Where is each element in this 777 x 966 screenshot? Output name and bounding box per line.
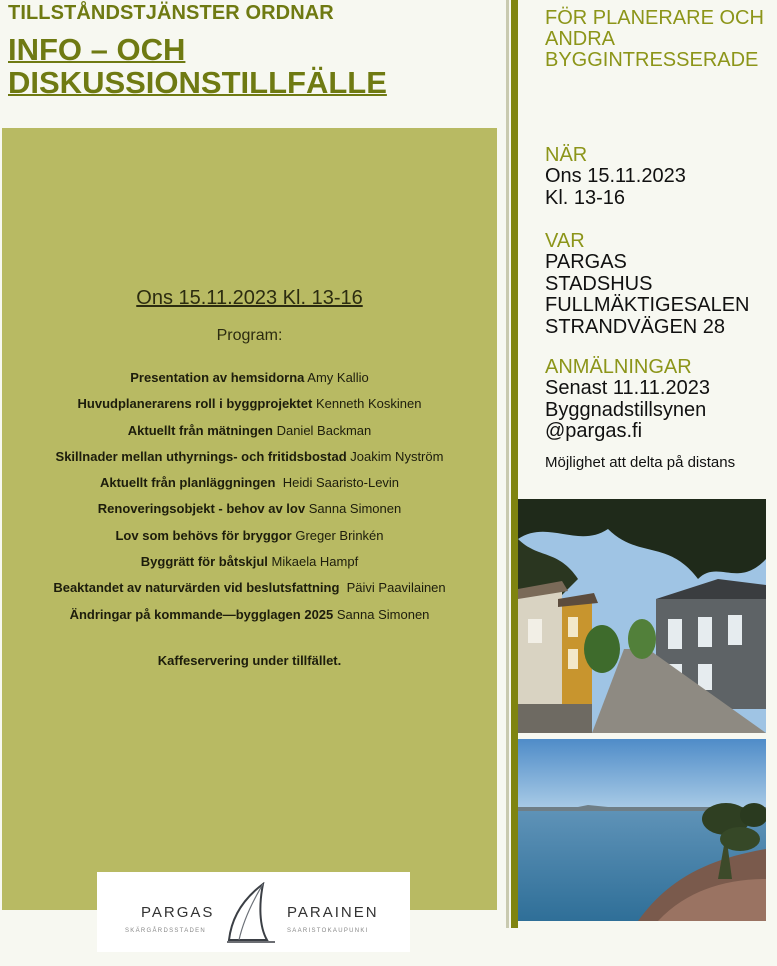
where-line-4: STRANDVÄGEN 28 [545, 315, 726, 338]
divider-light [506, 0, 509, 928]
signup-details [545, 378, 770, 443]
program-topic: Aktuellt från planläggningen [99, 475, 276, 491]
logo-sub-swedish: SKÄRGÅRDSSTADEN [125, 928, 207, 934]
when-details [545, 166, 770, 209]
program-item [2, 501, 497, 527]
event-date-time: Ons 15.11.2023 Kl. 13-16 [136, 287, 363, 309]
eyebrow-heading: TILLSTÅNDSTJÄNSTER ORDNAR [8, 2, 334, 24]
program-speaker: Päivi Paavilainen [346, 580, 446, 596]
program-item [2, 607, 497, 633]
page-title [8, 33, 387, 99]
program-topic: Renoveringsobjekt - behov av lov [97, 501, 306, 517]
program-label: Program: [216, 327, 283, 344]
photo-archipelago [518, 739, 766, 921]
audience-line-1: FÖR PLANERARE OCH [545, 7, 764, 29]
logo-name-swedish: PARGAS [141, 904, 215, 921]
program-item [2, 396, 497, 422]
when-section [545, 144, 770, 209]
signup-deadline: Senast 11.11.2023 [545, 377, 710, 399]
signup-section [545, 356, 770, 443]
where-line-2: STADSHUS [545, 272, 653, 295]
program-speaker: Kenneth Koskinen [315, 396, 422, 412]
program-speaker: Heidi Saaristo-Levin [282, 475, 400, 491]
program-speaker: Sanna Simonen [308, 501, 402, 517]
sail-logo-icon [225, 882, 281, 944]
program-topic: Presentation av hemsidorna [130, 370, 305, 385]
program-topic: Aktuellt från mätningen [127, 422, 273, 438]
where-line-1: PARGAS [545, 251, 627, 273]
divider-olive [511, 0, 518, 928]
program-item [2, 449, 497, 475]
audience-heading [545, 8, 770, 71]
program-topic: Beaktandet av naturvärden vid beslutsfattning [53, 580, 340, 596]
where-section [545, 230, 770, 338]
program-speaker: Joakim Nyström [350, 448, 444, 464]
where-details [545, 252, 770, 338]
pargas-logo [97, 872, 410, 952]
program-speaker: Mikaela Hampf [271, 554, 359, 570]
logo-sub-finnish: SAARISTOKAUPUNKI [287, 928, 369, 934]
signup-label: ANMÄLNINGAR [545, 356, 692, 378]
title-line-2: DISKUSSIONSTILLFÄLLE [8, 65, 387, 100]
program-topic: Lov som behövs för bryggor [115, 527, 292, 543]
when-time: Kl. 13-16 [545, 186, 626, 209]
program-item [2, 370, 497, 396]
coffee-note: Kaffeservering under tillfället. [157, 653, 342, 668]
program-item [2, 423, 497, 449]
signup-email-domain: @pargas.fi [545, 420, 643, 442]
when-label: NÄR [545, 144, 588, 166]
program-speaker: Greger Brinkén [295, 527, 384, 543]
when-date: Ons 15.11.2023 [545, 165, 686, 187]
program-topic: Byggrätt för båtskjul [140, 554, 268, 570]
program-topic: Ändringar på kommande—bygglagen 2025 [69, 606, 334, 622]
where-label: VAR [545, 230, 585, 252]
program-speaker: Sanna Simonen [336, 606, 430, 622]
signup-email-user: Byggnadstillsynen [545, 398, 707, 421]
program-speaker: Amy Kallio [307, 370, 369, 385]
program-list [2, 370, 497, 633]
program-item [2, 580, 497, 606]
street-photo-image [518, 499, 766, 733]
program-item [2, 554, 497, 580]
program-item [2, 528, 497, 554]
photo-street [518, 499, 766, 733]
program-topic: Skillnader mellan uthyrnings- och fritidsbostad [55, 448, 347, 464]
program-speaker: Daniel Backman [276, 422, 372, 438]
sea-photo-image [518, 739, 766, 921]
logo-name-finnish: PARAINEN [287, 904, 379, 921]
title-line-1: INFO – OCH [8, 32, 186, 67]
program-item [2, 475, 497, 501]
audience-line-2: ANDRA [545, 28, 616, 50]
program-panel [2, 128, 497, 910]
program-topic: Huvudplanerarens roll i byggprojektet [77, 396, 313, 412]
remote-note: Möjlighet att delta på distans [545, 454, 736, 471]
where-line-3: FULLMÄKTIGESALEN [545, 294, 750, 316]
audience-line-3: BYGGINTRESSERADE [545, 49, 759, 71]
